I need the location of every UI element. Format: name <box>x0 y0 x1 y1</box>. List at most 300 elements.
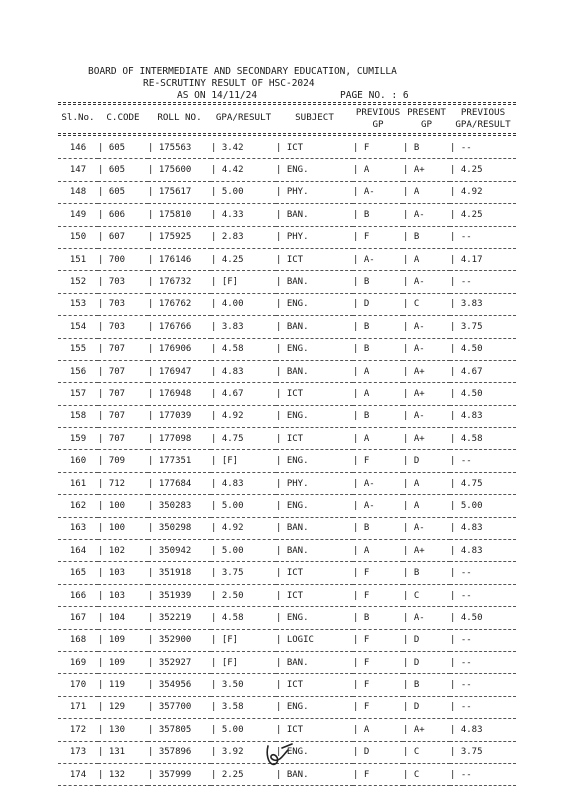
cell-value: 4.50 <box>460 612 483 623</box>
cell-previous-gpa <box>450 741 516 763</box>
cell-previous-gpa <box>450 472 516 494</box>
column-separator: | <box>403 680 414 691</box>
cell-value: ICT <box>286 142 304 153</box>
cell-value: F <box>363 568 370 579</box>
cell-value: -- <box>460 456 472 467</box>
column-separator: | <box>98 545 109 556</box>
cell-value: 357805 <box>158 724 192 735</box>
cell-c-code <box>98 226 148 248</box>
cell-subject <box>276 338 353 360</box>
column-separator: | <box>211 568 222 579</box>
cell-value: 712 <box>108 478 126 489</box>
cell-value: [F] <box>221 657 239 668</box>
cell-value: 109 <box>108 635 126 646</box>
column-separator: | <box>450 344 461 355</box>
cell-value: -- <box>460 568 472 579</box>
cell-c-code <box>98 316 148 338</box>
cell-roll-no <box>148 584 211 606</box>
cell-value: 3.58 <box>221 702 244 713</box>
column-header <box>58 107 516 133</box>
cell-value: 707 <box>108 344 126 355</box>
column-separator: | <box>403 523 414 534</box>
cell-subject <box>276 360 353 382</box>
cell-value: 707 <box>108 388 126 399</box>
cell-value: 109 <box>108 657 126 668</box>
column-separator: | <box>98 232 109 243</box>
column-separator: | <box>211 433 222 444</box>
cell-present-gp <box>403 248 450 270</box>
column-separator: | <box>211 590 222 601</box>
cell-previous-gpa <box>450 181 516 203</box>
cell-value: ENG. <box>286 344 309 355</box>
cell-value: 4.83 <box>221 366 244 377</box>
cell-value: A- <box>363 478 375 489</box>
cell-present-gp <box>403 204 450 226</box>
cell-c-code <box>98 271 148 293</box>
column-separator: | <box>98 187 109 198</box>
cell-sl-no <box>58 316 98 338</box>
cell-value: 5.00 <box>221 187 244 198</box>
column-separator: | <box>276 388 287 399</box>
column-separator: | <box>98 411 109 422</box>
cell-subject <box>276 181 353 203</box>
table-row <box>58 271 516 293</box>
column-separator: | <box>98 142 109 153</box>
result-table <box>58 137 516 786</box>
cell-value: 4.58 <box>221 344 244 355</box>
cell-value: ICT <box>286 680 304 691</box>
column-separator: | <box>403 165 414 176</box>
cell-c-code <box>98 428 148 450</box>
cell-previous-gpa <box>450 629 516 651</box>
cell-value: PHY. <box>286 187 309 198</box>
column-separator: | <box>450 657 461 668</box>
column-separator: | <box>211 747 222 758</box>
column-separator: | <box>403 299 414 310</box>
cell-present-gp <box>403 383 450 405</box>
column-separator: | <box>98 724 109 735</box>
cell-previous-gp <box>353 719 403 741</box>
column-separator: | <box>148 366 159 377</box>
cell-gpa-result <box>211 316 276 338</box>
cell-roll-no <box>148 450 211 472</box>
column-separator: | <box>353 232 364 243</box>
cell-value: A- <box>413 411 425 422</box>
col-prev-gpa-2: GPA/RESULT <box>455 119 511 130</box>
cell-previous-gp <box>353 607 403 629</box>
cell-value: A <box>363 545 370 556</box>
column-separator: | <box>353 254 364 265</box>
cell-value: A <box>363 388 370 399</box>
cell-subject <box>276 383 353 405</box>
column-separator: | <box>148 724 159 735</box>
col-prev-gpa-1: PREVIOUS <box>460 107 506 118</box>
cell-value: C <box>413 769 420 780</box>
cell-c-code <box>98 607 148 629</box>
cell-previous-gp <box>353 383 403 405</box>
cell-sl-no <box>58 428 98 450</box>
cell-value: 5.00 <box>221 545 244 556</box>
cell-c-code <box>98 338 148 360</box>
cell-present-gp <box>403 495 450 517</box>
cell-value: 4.75 <box>221 433 244 444</box>
cell-value: ICT <box>286 254 304 265</box>
cell-previous-gpa <box>450 584 516 606</box>
column-separator: | <box>403 187 414 198</box>
cell-value: 164 <box>69 545 87 556</box>
cell-value: 4.25 <box>460 165 483 176</box>
cell-value: F <box>363 590 370 601</box>
cell-value: A <box>363 433 370 444</box>
cell-value: 176906 <box>158 344 192 355</box>
cell-value: C <box>413 747 420 758</box>
column-separator: | <box>276 568 287 579</box>
cell-value: 703 <box>108 321 126 332</box>
cell-present-gp <box>403 540 450 562</box>
cell-c-code <box>98 137 148 159</box>
cell-gpa-result <box>211 428 276 450</box>
header-bottom-rule-2 <box>58 135 516 136</box>
column-separator: | <box>276 142 287 153</box>
column-separator: | <box>450 568 461 579</box>
column-separator: | <box>353 142 364 153</box>
cell-value: -- <box>460 657 472 668</box>
cell-value: 3.50 <box>221 680 244 691</box>
cell-value: -- <box>460 702 472 713</box>
column-separator: | <box>148 680 159 691</box>
cell-value: C <box>413 590 420 601</box>
cell-value: 177098 <box>158 433 192 444</box>
table-row <box>58 651 516 673</box>
cell-c-code <box>98 383 148 405</box>
cell-gpa-result <box>211 405 276 427</box>
column-separator: | <box>450 388 461 399</box>
cell-value: F <box>363 657 370 668</box>
cell-sl-no <box>58 629 98 651</box>
cell-value: 177039 <box>158 411 192 422</box>
column-separator: | <box>353 165 364 176</box>
cell-c-code <box>98 450 148 472</box>
cell-value: 161 <box>69 478 87 489</box>
column-separator: | <box>403 254 414 265</box>
cell-subject <box>276 674 353 696</box>
column-separator: | <box>148 769 159 780</box>
cell-present-gp <box>403 360 450 382</box>
cell-value: PHY. <box>286 478 309 489</box>
cell-value: ENG. <box>286 299 309 310</box>
cell-value: ICT <box>286 388 304 399</box>
cell-value: B <box>363 411 370 422</box>
table-row <box>58 629 516 651</box>
column-separator: | <box>148 344 159 355</box>
column-separator: | <box>211 344 222 355</box>
cell-subject <box>276 651 353 673</box>
cell-present-gp <box>403 562 450 584</box>
cell-previous-gpa <box>450 383 516 405</box>
cell-previous-gp <box>353 674 403 696</box>
column-separator: | <box>353 388 364 399</box>
cell-subject <box>276 540 353 562</box>
cell-previous-gp <box>353 248 403 270</box>
cell-value: 2.83 <box>221 232 244 243</box>
table-row <box>58 562 516 584</box>
cell-gpa-result <box>211 495 276 517</box>
cell-value: 166 <box>69 590 87 601</box>
cell-value: 351939 <box>158 590 192 601</box>
column-separator: | <box>276 344 287 355</box>
signature-mark <box>262 740 302 770</box>
column-separator: | <box>450 433 461 444</box>
cell-roll-no <box>148 562 211 584</box>
cell-gpa-result <box>211 674 276 696</box>
column-separator: | <box>211 366 222 377</box>
column-separator: | <box>211 232 222 243</box>
column-separator: | <box>148 209 159 220</box>
cell-sl-no <box>58 584 98 606</box>
cell-value: A- <box>363 254 375 265</box>
cell-present-gp <box>403 584 450 606</box>
cell-value: -- <box>460 769 472 780</box>
cell-gpa-result <box>211 137 276 159</box>
column-separator: | <box>276 411 287 422</box>
cell-c-code <box>98 472 148 494</box>
cell-value: A <box>413 478 420 489</box>
page-number: PAGE NO. : 6 <box>340 90 409 101</box>
column-separator: | <box>148 478 159 489</box>
table-row <box>58 584 516 606</box>
col-subject: SUBJECT <box>295 112 334 123</box>
column-separator: | <box>353 366 364 377</box>
cell-value: 177351 <box>158 456 192 467</box>
cell-gpa-result <box>211 383 276 405</box>
cell-sl-no <box>58 696 98 718</box>
cell-previous-gp <box>353 696 403 718</box>
table-row <box>58 293 516 315</box>
cell-value: A- <box>363 187 375 198</box>
result-title: RE-SCRUTINY RESULT OF HSC-2024 <box>143 78 315 89</box>
cell-roll-no <box>148 607 211 629</box>
cell-value: BAN. <box>286 209 309 220</box>
cell-subject <box>276 271 353 293</box>
cell-value: 4.25 <box>221 254 244 265</box>
column-separator: | <box>276 500 287 511</box>
column-separator: | <box>403 500 414 511</box>
table-row <box>58 226 516 248</box>
cell-value: 175563 <box>158 142 192 153</box>
cell-c-code <box>98 651 148 673</box>
cell-previous-gpa <box>450 763 516 785</box>
cell-value: F <box>363 702 370 713</box>
column-separator: | <box>353 657 364 668</box>
column-separator: | <box>403 366 414 377</box>
cell-value: 169 <box>69 657 87 668</box>
column-separator: | <box>98 321 109 332</box>
column-separator: | <box>450 635 461 646</box>
column-separator: | <box>211 702 222 713</box>
column-separator: | <box>98 344 109 355</box>
cell-value: A <box>413 500 420 511</box>
cell-subject <box>276 495 353 517</box>
column-separator: | <box>403 657 414 668</box>
cell-previous-gp <box>353 428 403 450</box>
cell-gpa-result <box>211 719 276 741</box>
col-roll: ROLL NO. <box>157 112 202 123</box>
column-separator: | <box>148 433 159 444</box>
cell-value: 177684 <box>158 478 192 489</box>
cell-value: 357896 <box>158 747 192 758</box>
table-row <box>58 383 516 405</box>
cell-previous-gp <box>353 405 403 427</box>
cell-c-code <box>98 181 148 203</box>
cell-subject <box>276 204 353 226</box>
cell-value: A- <box>413 612 425 623</box>
cell-value: D <box>413 702 420 713</box>
cell-roll-no <box>148 338 211 360</box>
table-row <box>58 338 516 360</box>
col-gpa: GPA/RESULT <box>215 112 272 123</box>
column-separator: | <box>450 142 461 153</box>
cell-present-gp <box>403 293 450 315</box>
column-separator: | <box>276 702 287 713</box>
cell-value: 165 <box>69 568 87 579</box>
column-separator: | <box>450 523 461 534</box>
cell-roll-no <box>148 405 211 427</box>
column-separator: | <box>353 299 364 310</box>
column-separator: | <box>353 433 364 444</box>
cell-previous-gp <box>353 159 403 181</box>
column-separator: | <box>353 590 364 601</box>
column-separator: | <box>211 142 222 153</box>
cell-roll-no <box>148 293 211 315</box>
column-separator: | <box>450 545 461 556</box>
cell-c-code <box>98 495 148 517</box>
cell-value: F <box>363 142 370 153</box>
cell-value: F <box>363 456 370 467</box>
cell-previous-gp <box>353 204 403 226</box>
cell-previous-gp <box>353 562 403 584</box>
table-row <box>58 607 516 629</box>
header-bottom-rule <box>58 133 516 134</box>
cell-previous-gpa <box>450 204 516 226</box>
column-separator: | <box>276 277 287 288</box>
cell-value: 5.00 <box>221 724 244 735</box>
cell-value: 103 <box>108 568 126 579</box>
cell-present-gp <box>403 763 450 785</box>
cell-value: 131 <box>108 747 126 758</box>
cell-value: [F] <box>221 277 239 288</box>
cell-present-gp <box>403 472 450 494</box>
column-separator: | <box>403 568 414 579</box>
cell-roll-no <box>148 159 211 181</box>
column-separator: | <box>148 747 159 758</box>
cell-gpa-result <box>211 248 276 270</box>
cell-previous-gpa <box>450 651 516 673</box>
cell-gpa-result <box>211 360 276 382</box>
cell-previous-gpa <box>450 517 516 539</box>
column-separator: | <box>403 702 414 713</box>
column-separator: | <box>148 657 159 668</box>
column-separator: | <box>148 142 159 153</box>
cell-value: 163 <box>69 523 87 534</box>
cell-subject <box>276 293 353 315</box>
column-separator: | <box>450 165 461 176</box>
column-separator: | <box>98 277 109 288</box>
cell-value: 4.50 <box>460 344 483 355</box>
cell-present-gp <box>403 137 450 159</box>
column-separator: | <box>211 478 222 489</box>
cell-previous-gp <box>353 540 403 562</box>
column-separator: | <box>276 635 287 646</box>
cell-value: 606 <box>108 209 126 220</box>
column-separator: | <box>276 456 287 467</box>
column-separator: | <box>450 612 461 623</box>
column-separator: | <box>148 254 159 265</box>
cell-value: 132 <box>108 769 126 780</box>
column-separator: | <box>403 635 414 646</box>
cell-value: A+ <box>413 366 425 377</box>
cell-sl-no <box>58 204 98 226</box>
column-separator: | <box>353 277 364 288</box>
cell-value: 352219 <box>158 612 192 623</box>
cell-sl-no <box>58 607 98 629</box>
cell-value: D <box>413 635 420 646</box>
column-separator: | <box>403 344 414 355</box>
cell-value: BAN. <box>286 657 309 668</box>
cell-subject <box>276 428 353 450</box>
cell-subject <box>276 562 353 584</box>
cell-present-gp <box>403 316 450 338</box>
cell-value: ENG. <box>286 612 309 623</box>
cell-value: 707 <box>108 366 126 377</box>
cell-gpa-result <box>211 540 276 562</box>
cell-gpa-result <box>211 562 276 584</box>
column-separator: | <box>276 590 287 601</box>
cell-value: 4.50 <box>460 388 483 399</box>
cell-value: 3.75 <box>221 568 244 579</box>
cell-value: 4.67 <box>460 366 483 377</box>
cell-value: 707 <box>108 411 126 422</box>
cell-previous-gp <box>353 316 403 338</box>
cell-value: A+ <box>413 433 425 444</box>
column-separator: | <box>450 456 461 467</box>
column-separator: | <box>276 478 287 489</box>
cell-value: F <box>363 769 370 780</box>
cell-value: 4.92 <box>221 411 244 422</box>
column-separator: | <box>98 478 109 489</box>
cell-subject <box>276 450 353 472</box>
table-row <box>58 674 516 696</box>
column-separator: | <box>403 433 414 444</box>
cell-value: F <box>363 680 370 691</box>
table-row <box>58 159 516 181</box>
column-separator: | <box>450 769 461 780</box>
cell-value: 4.83 <box>460 523 483 534</box>
cell-gpa-result <box>211 607 276 629</box>
col-prev-gp-1: PREVIOUS <box>355 107 401 118</box>
cell-gpa-result <box>211 181 276 203</box>
table-row <box>58 719 516 741</box>
cell-value: 167 <box>69 612 87 623</box>
cell-subject <box>276 137 353 159</box>
cell-gpa-result <box>211 226 276 248</box>
cell-sl-no <box>58 495 98 517</box>
cell-value: A+ <box>413 724 425 735</box>
table-row <box>58 316 516 338</box>
cell-value: -- <box>460 277 472 288</box>
column-separator: | <box>450 724 461 735</box>
cell-value: -- <box>460 635 472 646</box>
cell-value: 2.25 <box>221 769 244 780</box>
